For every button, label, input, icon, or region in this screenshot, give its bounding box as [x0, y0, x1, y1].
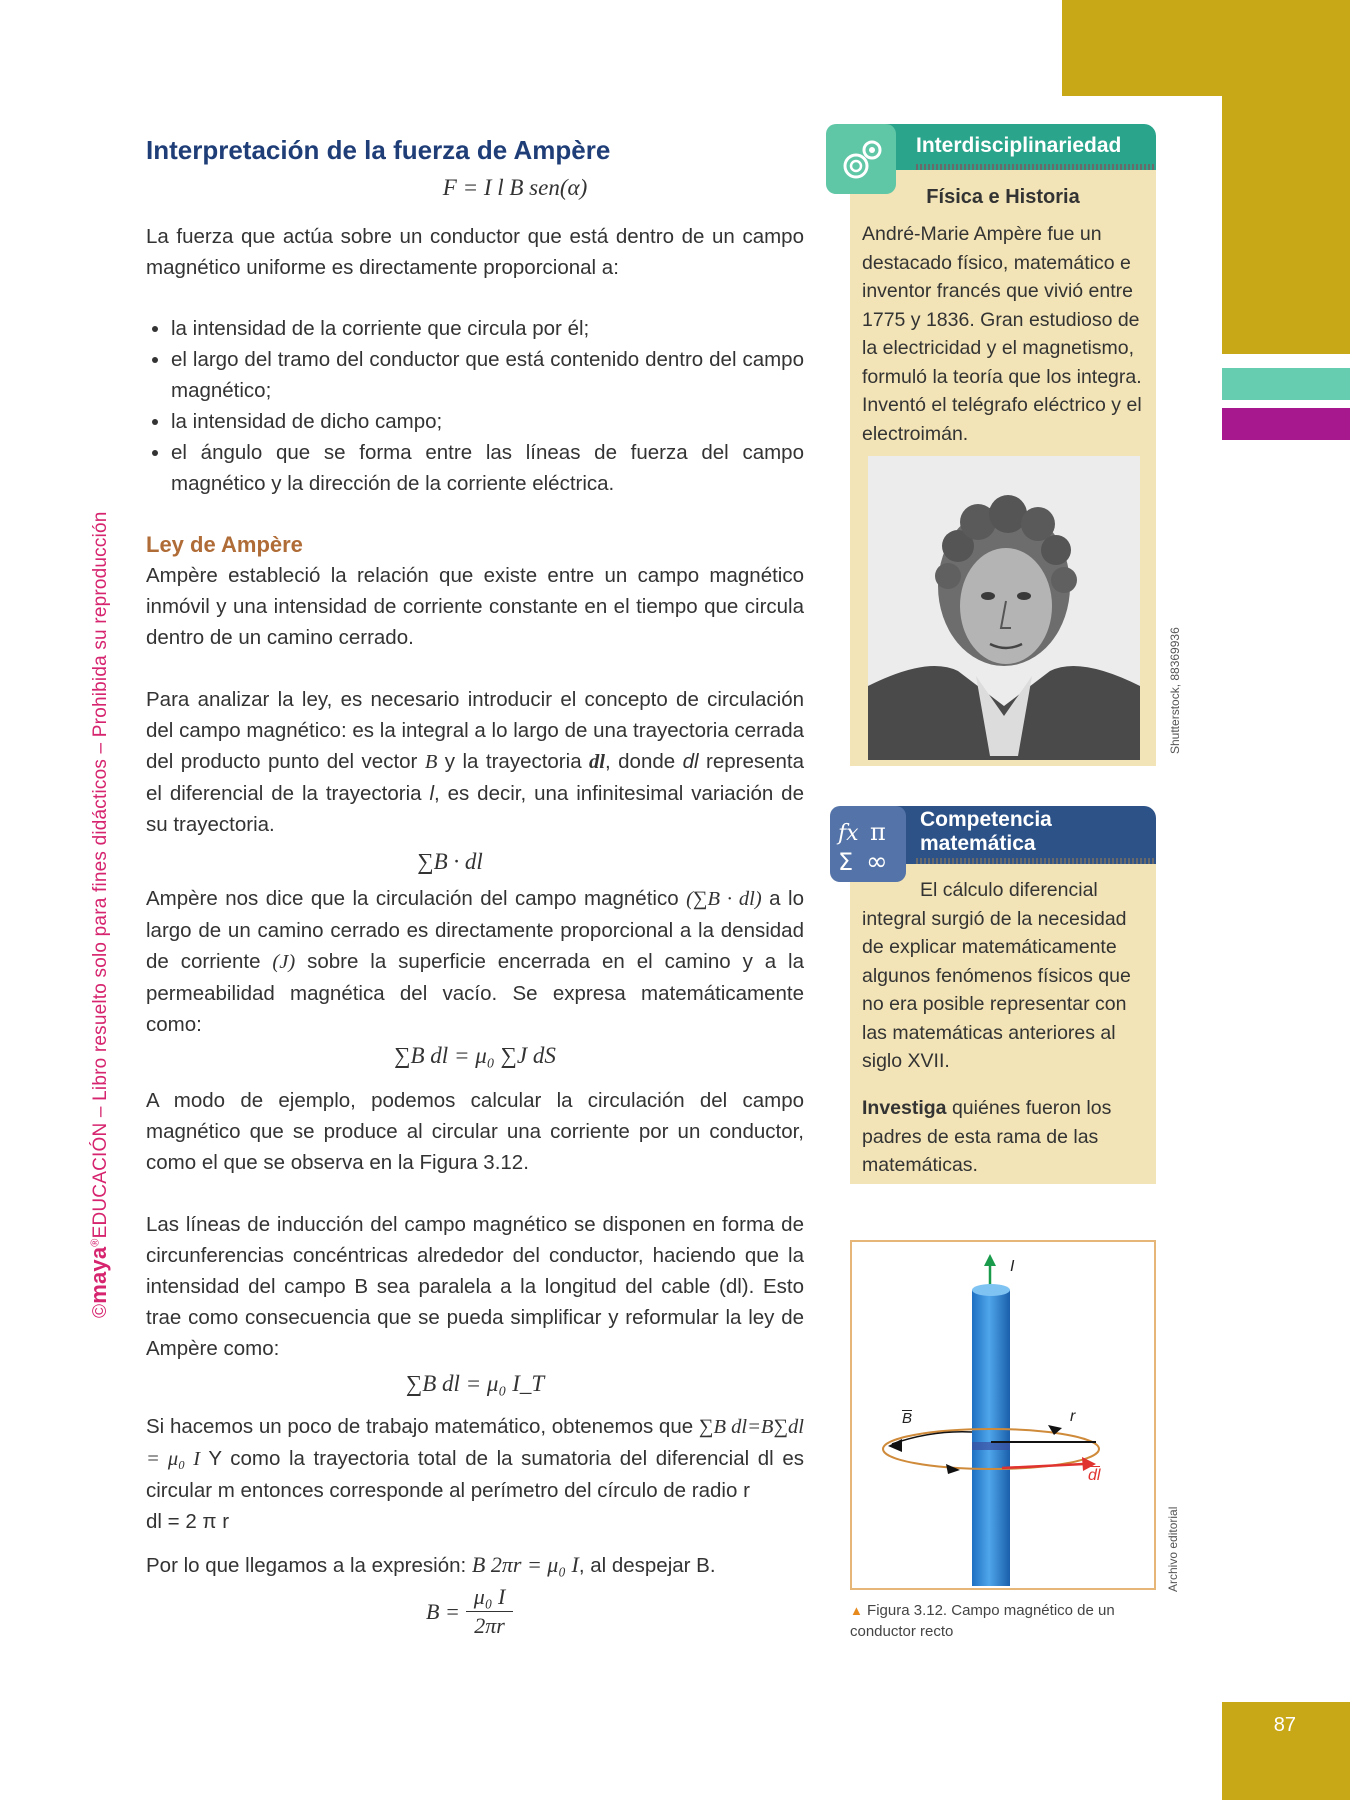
equation-lhs: B = — [426, 1599, 460, 1624]
text-run: representa el diferencial de la trayectoria — [146, 750, 805, 805]
list-item: • el largo del tramo del conductor que está contenido dentro del campo magnético; — [171, 344, 804, 406]
label-dl: dl — [1088, 1467, 1101, 1484]
text-run: sobre la superficie encerrada en el camino y a la permeabilidad magnética del vacío. Se expresa matemáticamente como: — [146, 950, 805, 1036]
label-I: I — [1010, 1258, 1015, 1275]
text-run: l — [429, 782, 434, 805]
figure-frame — [850, 1240, 1156, 1590]
text-run: , donde — [605, 750, 683, 773]
paragraph-derivation — [146, 1411, 804, 1506]
inline-equation: ∑B dl=B∑dl = μ₀ I — [146, 1416, 804, 1470]
conductor-diagram — [852, 1242, 1154, 1588]
text-run: Para analizar la ley, es necesario introducir el concepto de circulación del campo magnético: es la integral a lo largo de una trayectoria cerrada del producto punto del vector — [146, 688, 804, 773]
proportionality-list — [146, 313, 804, 499]
photo-credit: Shutterstock, 88369936 — [1168, 627, 1182, 754]
hatch-divider — [916, 858, 1154, 864]
task-keyword: Investiga — [862, 1097, 947, 1119]
gears-icon — [826, 124, 896, 194]
text-run: Y como la trayectoria total de la sumatoria del diferencial dl es circular m entonces corresponde al perímetro del círculo de radio r — [146, 1447, 804, 1502]
equation-force: F = I l B sen(α) — [442, 175, 588, 200]
copyright-text: EDUCACIÓN – Libro resuelto solo para fines didácticos – Prohibida su reproducción — [90, 511, 111, 1239]
research-task — [862, 1094, 1150, 1180]
list-item: • el ángulo que se forma entre las líneas de fuerza del campo magnético y la dirección de la corriente eléctrica. — [171, 437, 804, 499]
text-run: a lo largo de un camino cerrado es directamente proporcional a la densidad de corriente — [146, 887, 804, 973]
page-title: Interpretación de la fuerza de Ampère — [146, 135, 611, 165]
triangle-icon: ▲ — [850, 1603, 863, 1618]
decor-bar-teal — [1222, 368, 1350, 400]
title-line: Competencia — [920, 808, 1052, 831]
task-text: quiénes fueron los padres de esta rama de las matemáticas. — [862, 1097, 1112, 1176]
label-r: r — [1070, 1408, 1076, 1425]
perimeter-formula: dl = 2 π r — [146, 1510, 230, 1533]
svg-text:π: π — [870, 818, 886, 846]
fraction — [466, 1583, 514, 1640]
fraction-numerator: μ₀ I — [466, 1583, 514, 1612]
decor-bar-gold-top — [1062, 0, 1350, 96]
text-run: , al despejar B. — [578, 1554, 716, 1577]
paragraph-ampere-law: Ampère estableció la relación que existe entre un campo magnético inmóvil y una intensidad de corriente constante en el tiempo que circula dentro de un camino cerrado. — [146, 564, 804, 649]
fraction-denominator: 2πr — [474, 1613, 505, 1638]
equation-final — [426, 1583, 804, 1640]
svg-text:∞: ∞ — [866, 847, 888, 877]
decor-bar-magenta — [1222, 408, 1350, 440]
main-column — [146, 132, 804, 1640]
inline-equation: (J) — [272, 951, 296, 973]
text-run: Si hacemos un poco de trabajo matemático, obtenemos que — [146, 1415, 699, 1438]
figure-credit: Archivo editorial — [1166, 1506, 1180, 1592]
current-arrowhead — [984, 1254, 996, 1266]
svg-text:Σ: Σ — [838, 848, 854, 876]
text-run: dl — [682, 750, 699, 773]
paragraph-circulation — [146, 684, 804, 840]
conductor-cylinder — [972, 1290, 1010, 1586]
conductor-top — [972, 1284, 1010, 1296]
figure-caption-text: Figura 3.12. Campo magnético de un conductor recto — [850, 1602, 1115, 1640]
paragraph-circulation-law — [146, 883, 804, 1040]
conductor-section — [972, 1442, 1010, 1450]
copyright-symbol: © — [90, 1303, 111, 1318]
paragraph-induction-lines: Las líneas de inducción del campo magnético se disponen en forma de circunferencias concéntricas alrededor del conductor, haciendo que la intensidad del campo B sea paralela a la longitud del cable (dl). Esto trae como consecuencia que se pueda simplificar y reformular la ley de Ampère como: — [146, 1213, 804, 1360]
decor-bar-gold-right — [1222, 96, 1350, 354]
interdisciplinary-subtitle: Física e Historia — [926, 186, 1080, 208]
svg-text:fx: fx — [838, 821, 859, 846]
equation-ampere-law: ∑B dl = μ₀ ∑J dS — [394, 1043, 556, 1068]
text-run: Por lo que llegamos a la expresión: — [146, 1554, 472, 1577]
text-run: y la trayectoria — [437, 750, 590, 773]
title-line: matemática — [920, 832, 1036, 855]
equation-circulation: ∑B · dl — [417, 849, 483, 874]
math-symbols-icon — [830, 806, 906, 882]
registered-symbol: ® — [89, 1238, 102, 1247]
text-run: , es decir, una infinitesimal variación de su trayectoria. — [146, 782, 804, 836]
figure-caption — [850, 1600, 1160, 1642]
brand-name: maya — [86, 1246, 111, 1304]
equation-simplified: ∑B dl = μ₀ I_T — [405, 1371, 545, 1396]
paragraph-example: A modo de ejemplo, podemos calcular la circulación del campo magnético que se produce al circular una corriente por un conductor, como el que se observa en la Figura 3.12. — [146, 1089, 804, 1174]
vector-B: B — [424, 751, 438, 773]
ampere-biography: André-Marie Ampère fue un destacado físico, matemático e inventor francés que vivió entre 1775 y 1836. Gran estudioso de la electricidad y el magnetismo, formuló la teoría que los integra. Inventó el telégrafo eléctrico y el electroimán. — [862, 223, 1142, 445]
inline-equation: B 2πr = μ₀ I — [471, 1552, 579, 1577]
page-number: 87 — [1273, 1714, 1296, 1736]
math-competence-title — [920, 808, 1052, 856]
intro-paragraph: La fuerza que actúa sobre un conductor que está dentro de un campo magnético uniforme es directamente proporcional a: — [146, 225, 804, 279]
text-run: Ampère nos dice que la circulación del campo magnético — [146, 887, 687, 910]
calculus-history: El cálculo diferencial integral surgió de la necesidad de explicar matemáticamente algunos fenómenos físicos que no era posible representar con las matemáticas anteriores al siglo XVII. — [862, 879, 1131, 1072]
section-subtitle: Ley de Ampère — [146, 532, 303, 557]
list-item: • la intensidad de dicho campo; — [171, 406, 804, 437]
ampere-portrait — [868, 456, 1140, 760]
label-B: B — [902, 1410, 913, 1427]
inline-equation: (∑B · dl) — [686, 888, 762, 910]
list-item: • la intensidad de la corriente que circula por él; — [171, 313, 804, 344]
copyright-notice — [86, 511, 112, 1318]
paragraph-expression — [146, 1549, 804, 1581]
hatch-divider — [916, 164, 1154, 170]
interdisciplinary-title: Interdisciplinariedad — [916, 134, 1122, 157]
vector-dl: dl — [589, 751, 605, 773]
